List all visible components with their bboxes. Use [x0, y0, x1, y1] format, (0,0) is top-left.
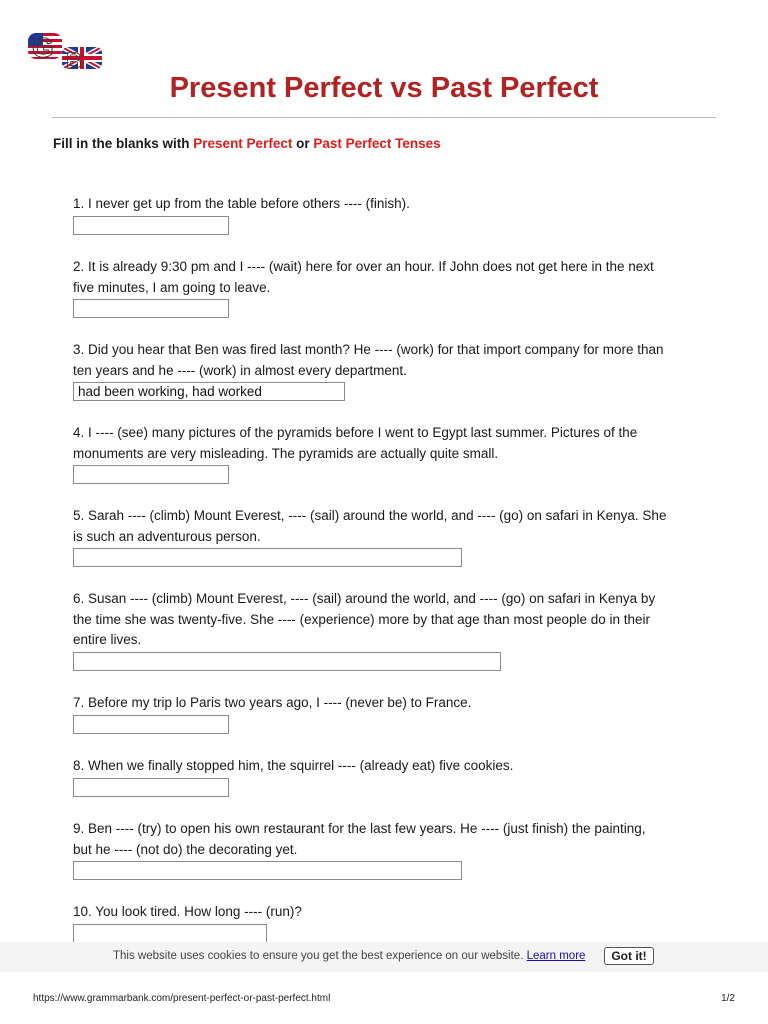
cookie-message — [113, 950, 585, 962]
question-4 — [73, 423, 718, 464]
page-title: Present Perfect vs Past Perfect — [169, 72, 599, 104]
question-line: the time she was twenty-five. She ---- (experience) more by that age than most people do in their — [73, 611, 651, 627]
question-line: 8. When we finally stopped him, the squirrel ---- (already eat) five cookies. — [73, 758, 514, 773]
question-9 — [73, 819, 718, 860]
question-line: 7. Before my trip lo Paris two years ago, I ---- (never be) to France. — [73, 695, 472, 710]
svg-text:B: B — [66, 48, 82, 71]
learn-more-link[interactable]: Learn more — [526, 950, 586, 962]
got-it-button[interactable]: Got it! — [604, 947, 654, 965]
question-line: but he ---- (not do) the decorating yet. — [73, 841, 298, 857]
question-3 — [73, 340, 718, 381]
answer-input-6[interactable] — [73, 652, 501, 671]
answer-input-2[interactable] — [73, 299, 229, 318]
question-6 — [73, 589, 718, 651]
answer-input-9[interactable] — [73, 861, 462, 880]
cookie-text: This website uses cookies to ensure you get the best experience on our website. — [113, 950, 524, 962]
question-line: 2. It is already 9:30 pm and I ---- (wait) here for over an hour. If John does not get here in the next — [73, 259, 654, 274]
instructions-or: or — [296, 136, 310, 151]
question-line: 1. I never get up from the table before others ---- (finish). — [73, 196, 410, 211]
question-line: 4. I ---- (see) many pictures of the pyramids before I went to Egypt last summer. Pictures of the — [73, 425, 638, 440]
question-line: 9. Ben ---- (try) to open his own restaurant for the last few years. He ---- (just finish) the painting, — [73, 821, 646, 836]
answer-input-8[interactable] — [73, 778, 229, 797]
question-line: 6. Susan ---- (climb) Mount Everest, ---- (sail) around the world, and ---- (go) on safari in Kenya by — [73, 591, 656, 606]
page-number: 1/2 — [721, 993, 735, 1004]
tense-past-perfect: Past Perfect Tenses — [313, 136, 441, 151]
question-line: ten years and he ---- (work) in almost every department. — [73, 362, 407, 378]
answer-input-5[interactable] — [73, 548, 462, 567]
answer-input-1[interactable] — [73, 216, 229, 235]
question-1 — [73, 194, 718, 215]
answer-input-7[interactable] — [73, 715, 229, 734]
question-line: entire lives. — [73, 632, 142, 647]
question-5 — [73, 506, 718, 547]
question-2 — [73, 257, 718, 298]
page-url: https://www.grammarbank.com/present-perfect-or-past-perfect.html — [33, 993, 331, 1004]
tense-present-perfect: Present Perfect — [193, 136, 293, 151]
question-line: five minutes, I am going to leave. — [73, 279, 271, 295]
question-7 — [73, 693, 718, 714]
svg-text:G: G — [32, 33, 54, 63]
question-8 — [73, 756, 718, 777]
answer-input-10[interactable] — [73, 924, 267, 943]
question-line: 5. Sarah ---- (climb) Mount Everest, ---- (sail) around the world, and ---- (go) on safari in Kenya. She — [73, 508, 667, 523]
title-divider — [52, 117, 716, 118]
instructions-prefix: Fill in the blanks with — [53, 136, 190, 151]
instructions — [53, 136, 441, 151]
answer-input-4[interactable] — [73, 465, 229, 484]
question-10 — [73, 902, 718, 923]
question-line: is such an adventurous person. — [73, 528, 261, 544]
gb-flags-logo-icon[interactable] — [28, 33, 104, 71]
question-line: 10. You look tired. How long ---- (run)? — [73, 904, 302, 919]
question-line: monuments are very misleading. The pyramids are actually quite small. — [73, 445, 499, 461]
question-line: 3. Did you hear that Ben was fired last month? He ---- (work) for that import company for more than — [73, 342, 664, 357]
answer-input-3[interactable] — [73, 382, 345, 401]
